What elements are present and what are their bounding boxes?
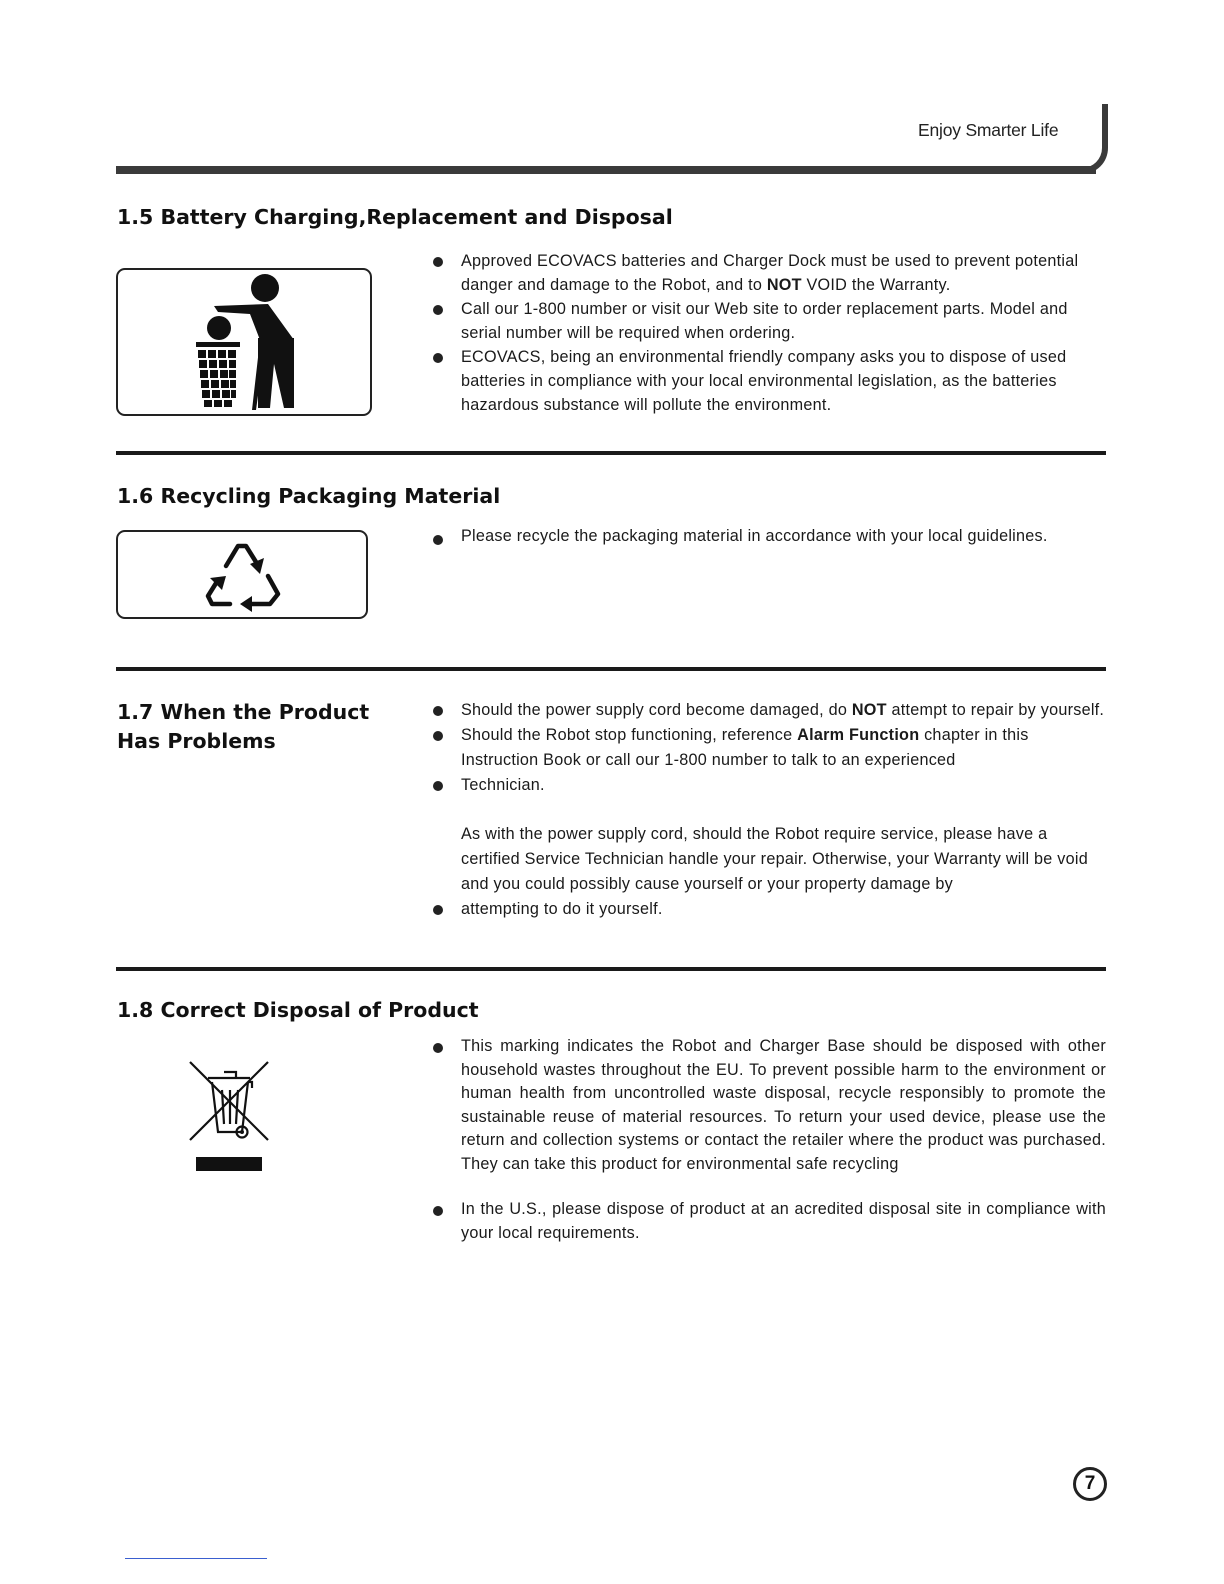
header-tagline: Enjoy Smarter Life: [918, 120, 1059, 140]
section-divider: [116, 967, 1106, 971]
weee-crossed-bin-icon: [186, 1060, 272, 1176]
list-item: Please recycle the packaging material in accordance with your local guidelines.: [432, 527, 1051, 546]
page-number: 7: [1073, 1467, 1107, 1501]
section-1-5-title: 1.5 Battery Charging,Replacement and Disposal: [117, 205, 673, 229]
section-divider: [116, 667, 1106, 671]
trash-bin-person-icon: [118, 270, 370, 414]
list-item: Should the Robot stop functioning, reference Alarm Function chapter in this Instruction Book or call our 1-800 number to talk to an experienced: [432, 723, 1106, 773]
section-1-7-title: [117, 698, 369, 756]
header-bar: [116, 166, 1096, 174]
recycle-icon-box: [116, 530, 368, 619]
list-item: Call our 1-800 number or visit our Web site to order replacement parts. Model and serial number will be required when ordering.: [432, 297, 1106, 345]
section-1-7-list-end: [432, 897, 1106, 922]
recycle-icon: [118, 532, 366, 617]
section-1-8-list: [432, 1035, 1106, 1245]
weee-icon-box: [186, 1060, 272, 1176]
section-1-7-title-line2: Has Problems: [117, 729, 276, 753]
section-1-7-title-line1: 1.7 When the Product: [117, 700, 370, 724]
footer-line: [125, 1558, 267, 1559]
list-item: This marking indicates the Robot and Charger Base should be disposed with other household wastes throughout the EU. To prevent possible harm to the environment or human health from uncontrolled waste disposal, recycle responsibly to promote the sustainable reuse of material resources. To return your used device, please use the return and collection systems or contact the retailer where the product was purchased. They can take this product for environmental safe recycling: [432, 1035, 1106, 1176]
list-item: attempting to do it yourself.: [432, 897, 1106, 922]
section-1-6-title: 1.6 Recycling Packaging Material: [117, 484, 501, 508]
section-1-8-title: 1.8 Correct Disposal of Product: [117, 998, 479, 1022]
section-1-6-list: [432, 527, 1106, 546]
section-1-7-continuation: As with the power supply cord, should the Robot require service, please have a certified Service Technician handle your repair. Otherwise, your Warranty will be void and you could possibly cause yourself or your property damage by: [461, 825, 1089, 893]
list-item: Should the power supply cord become damaged, do NOT attempt to repair by yourself.: [432, 698, 1106, 723]
list-item: Technician.: [432, 773, 1106, 798]
list-item: ECOVACS, being an environmental friendly company asks you to dispose of used batteries in compliance with your local environmental legislation, as the batteries hazardous substance will pollute the environment.: [432, 345, 1106, 417]
section-divider: [116, 451, 1106, 455]
battery-disposal-icon-box: [116, 268, 372, 416]
list-item: Approved ECOVACS batteries and Charger Dock must be used to prevent potential danger and damage to the Robot, and to NOT VOID the Warranty.: [432, 249, 1106, 297]
list-item: In the U.S., please dispose of product at an acredited disposal site in compliance with your local requirements.: [432, 1198, 1106, 1245]
section-1-5-list: [432, 249, 1106, 417]
section-1-7-list: [432, 698, 1106, 798]
header-curve: [1050, 104, 1108, 174]
